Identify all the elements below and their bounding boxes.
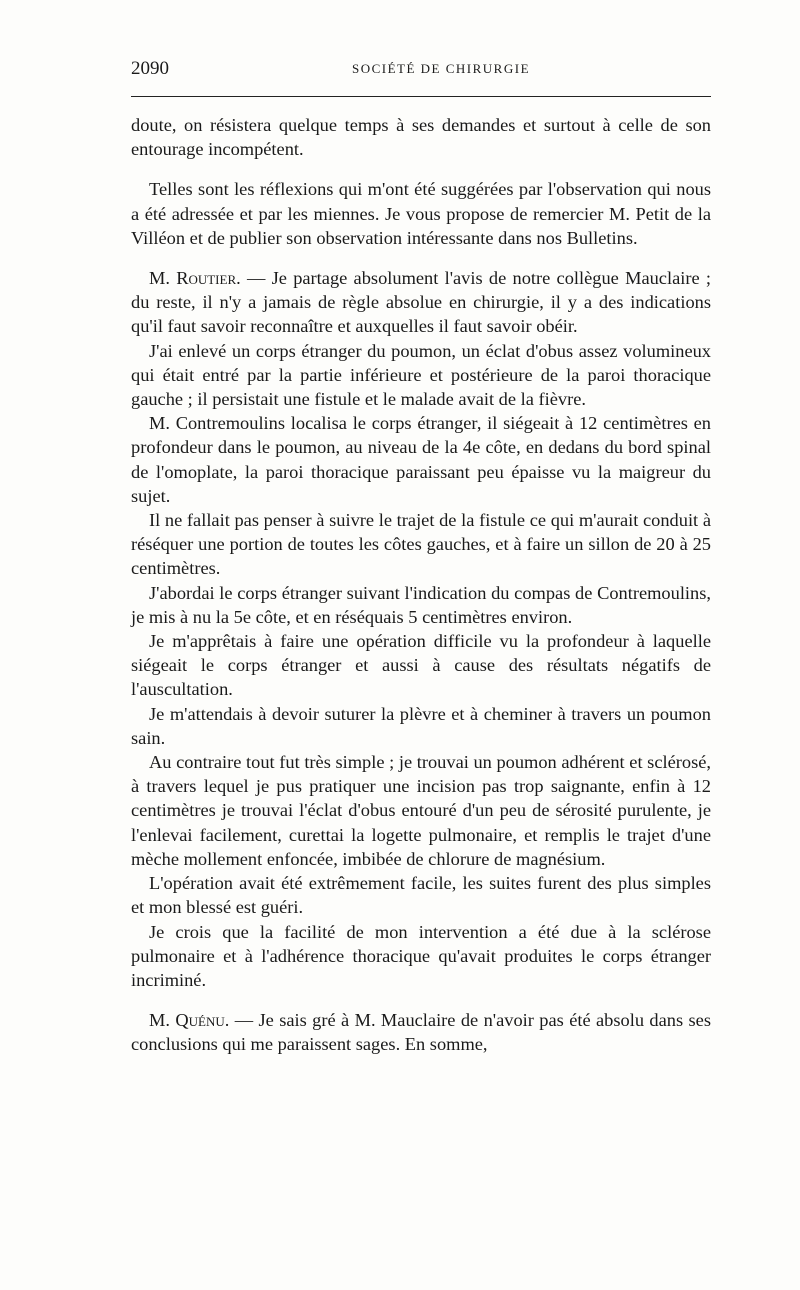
page-number: 2090 [131,58,169,79]
paragraph: L'opération avait été extrêmement facile, les suites furent des plus simples et mon blessé est guéri. [131,873,711,918]
paragraph-routier: M. Routier. — Je partage absolument l'avis de notre collègue Mauclaire ; du reste, il n'y a jamais de règle absolue en chirurgie, il y a des indications qu'il faut savoir reconnaître et auxquelles il faut savoir obéir. [131,268,711,337]
paragraph: J'ai enlevé un corps étranger du poumon, un éclat d'obus assez volumineux qui était entré par la partie inférieure et postérieure de la paroi thoracique gauche ; il persistait une fistule et le malade avait de la fièvre. [131,340,711,410]
paragraph: Telles sont les réflexions qui m'ont été suggérées par l'observation qui nous a été adressée et par les miennes. Je vous propose de remercier M. Petit de la Villéon et de publier son observation intéressante dans nos Bulletins. [131,179,711,248]
running-title: SOCIÉTÉ DE CHIRURGIE [351,61,531,76]
page-header [131,58,711,84]
speaker-name: M. Quénu. [149,1010,230,1031]
paragraph: Au contraire tout fut très simple ; je trouvai un poumon adhérent et sclérosé, à travers lequel je pus pratiquer une incision pas trop saignante, enfin à 12 centimètres je trouvai l'éclat d'obus entouré d'un peu de sérosité purulente, je l'enlevai facilement, curettai la logette pulmonaire, et remplis le trajet d'une mèche mollement enfoncée, imbibée de chlorure de magnésium. [131,752,711,869]
paragraph: Je m'apprêtais à faire une opération difficile vu la profondeur à laquelle siégeait le corps étranger et aussi à cause des résultats négatifs de l'auscultation. [131,631,711,700]
paragraph: J'abordai le corps étranger suivant l'indication du compas de Contremoulins, je mis à nu la 5e côte, et en réséquais 5 centimètres environ. [131,582,711,627]
paragraph-quenu: M. Quénu. — Je sais gré à M. Mauclaire de n'avoir pas été absolu dans ses conclusions qui me paraissent sages. En somme, [131,1010,711,1055]
body-text [131,113,711,1057]
paragraph: doute, on résistera quelque temps à ses demandes et surtout à celle de son entourage incompétent. [131,115,711,160]
paragraph: Il ne fallait pas penser à suivre le trajet de la fistule ce qui m'aurait conduit à réséquer une portion de toutes les côtes gauches, et à faire un sillon de 20 à 25 centimètres. [131,510,711,579]
paragraph: Je crois que la facilité de mon intervention a été due à la sclérose pulmonaire et à l'adhérence thoracique qu'avait produites le corps étranger incriminé. [131,921,711,990]
paragraph: M. Contremoulins localisa le corps étranger, il siégeait à 12 centimètres en profondeur dans le poumon, au niveau de la 4e côte, en dedans du bord spinal de l'omoplate, la paroi thoracique paraissant peu épaisse vu la maigreur du sujet. [131,413,711,506]
header-rule [131,96,711,97]
paragraph: Je m'attendais à devoir suturer la plèvre et à cheminer à travers un poumon sain. [131,703,711,748]
speaker-name: M. Routier. [149,268,241,289]
